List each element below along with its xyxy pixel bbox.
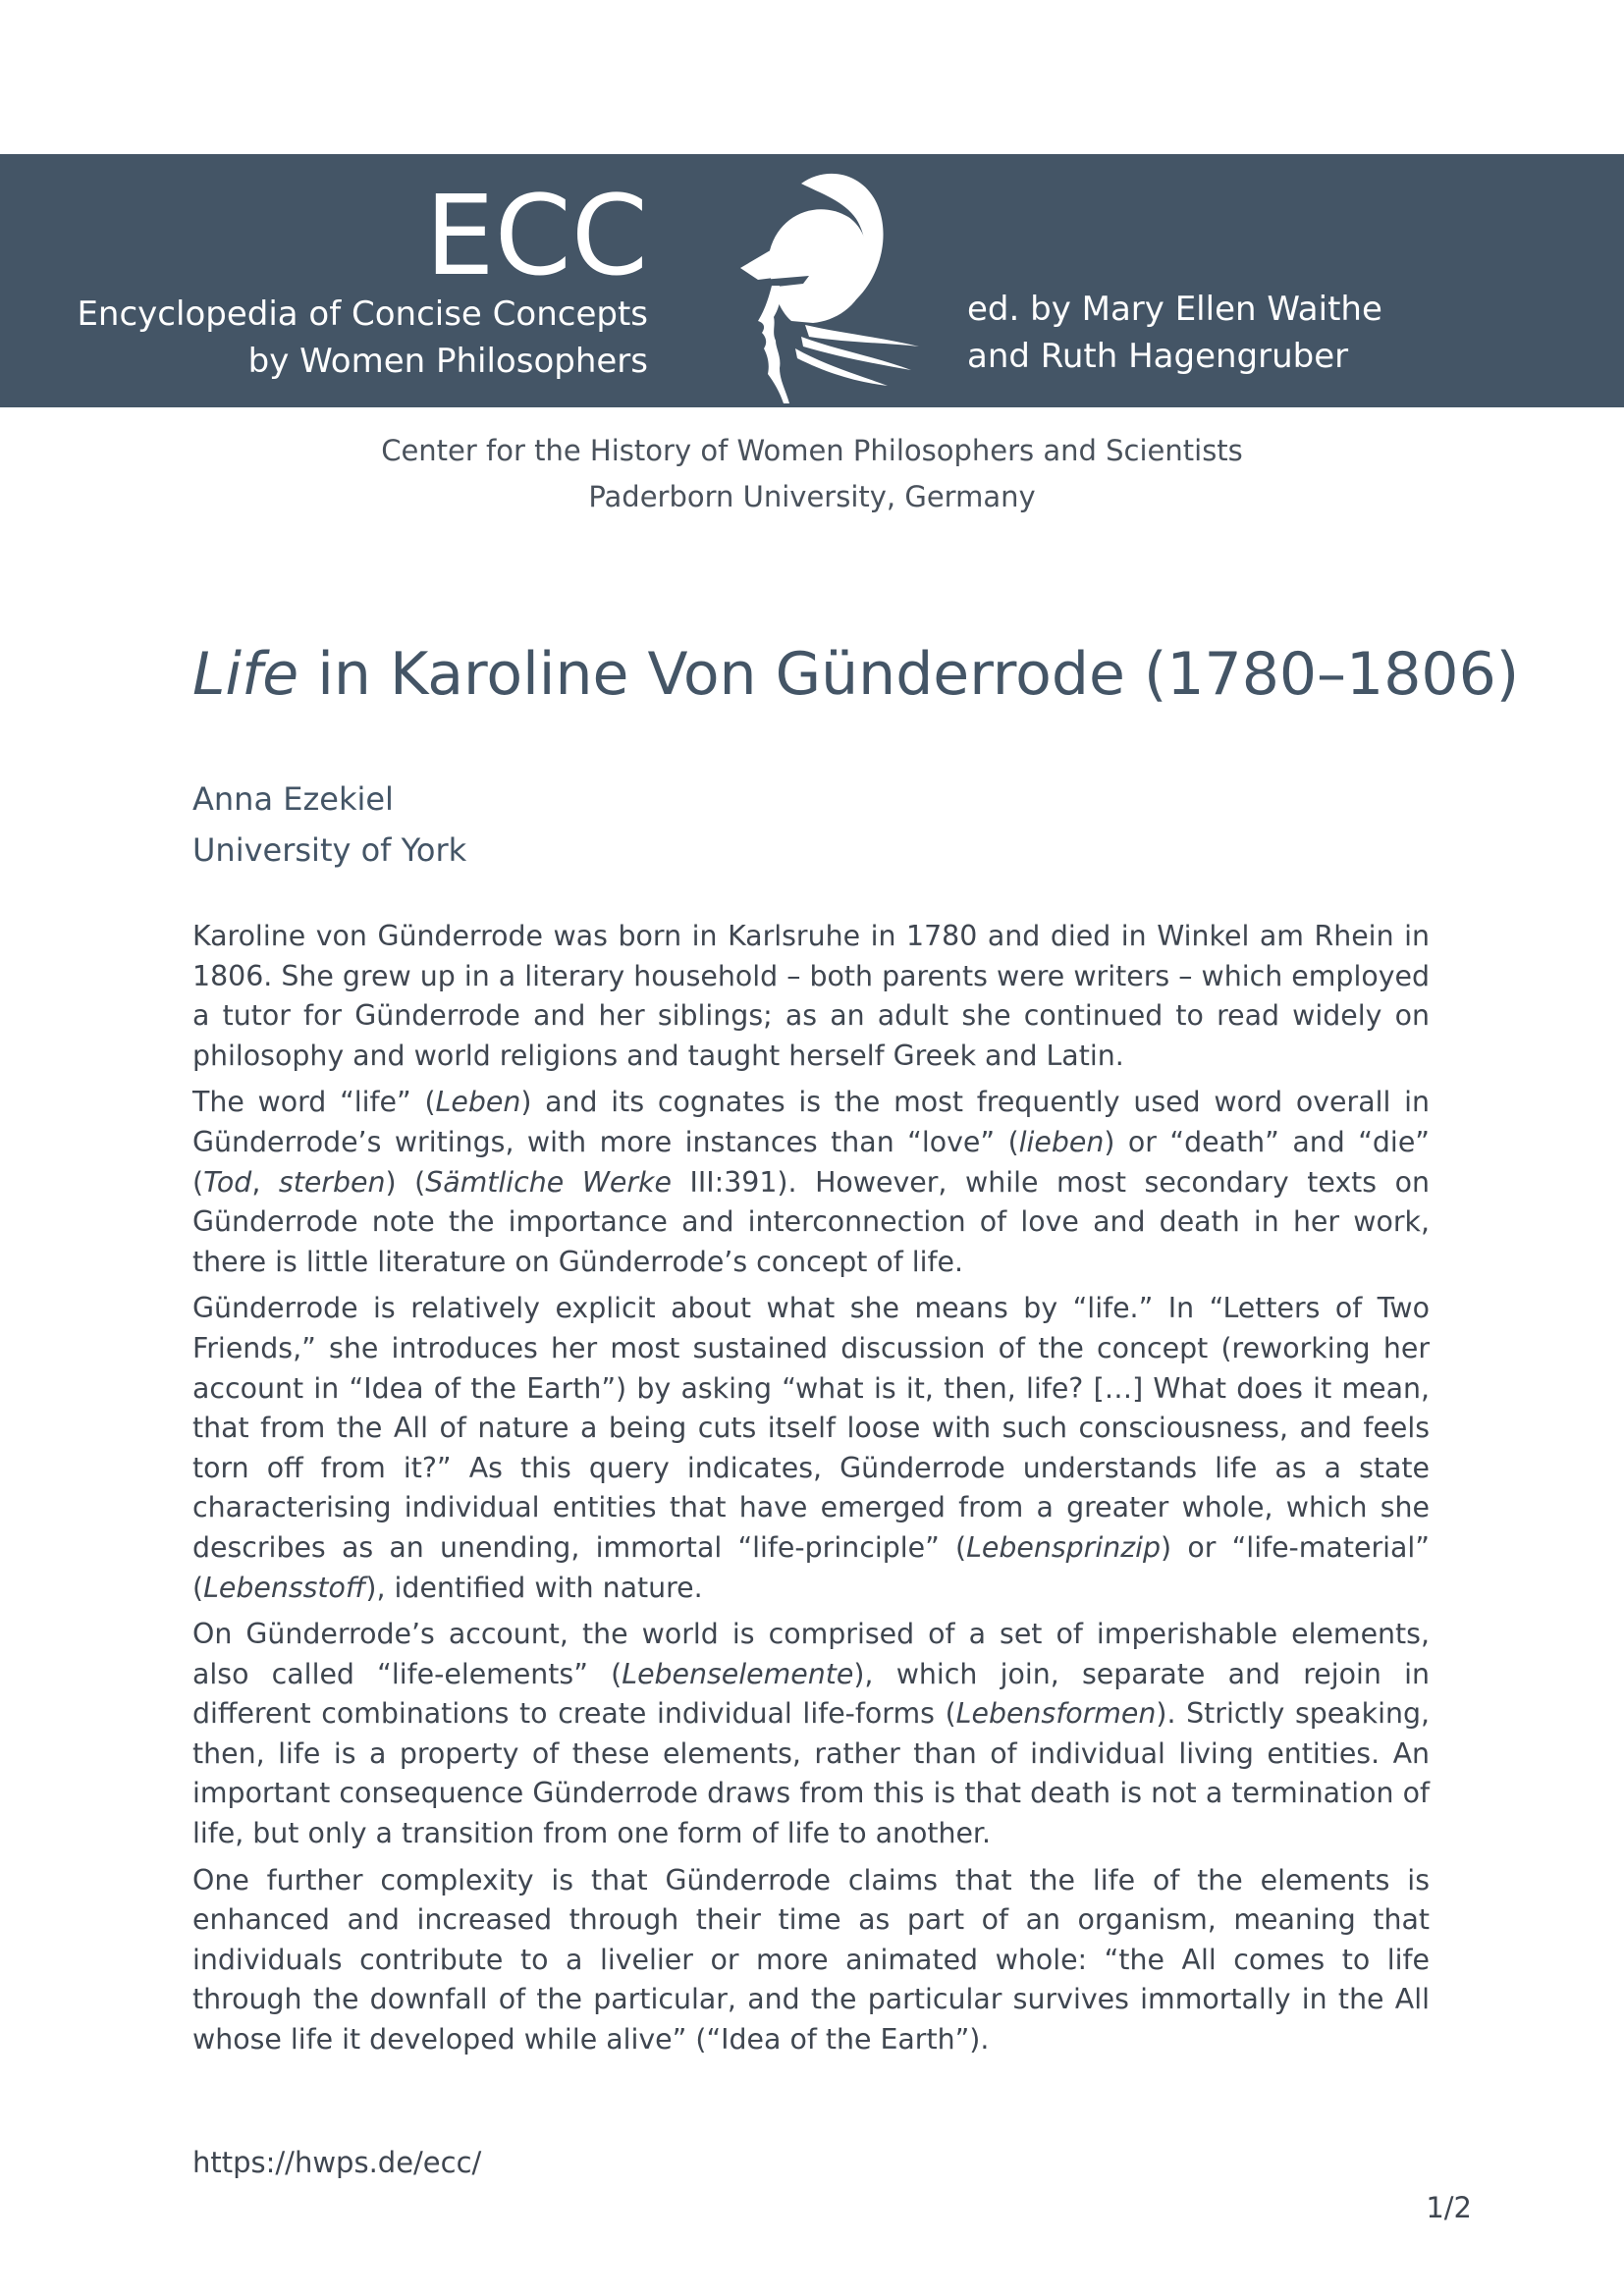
encyclopedia-name-line1: Encyclopedia of Concise Concepts (77, 294, 648, 334)
text-run: One further complexity is that Günderrode claims that the life of the elements is enhanced and increased through their time as part of an organism, meaning that individuals contribute to a livelier or more animated whole: “the All comes to life through the downfall of the particular, and the particular survives immortally in the All whose life it developed while alive” (“Idea of the Earth”). (192, 1863, 1430, 2056)
institution-line2: Paderborn University, Germany (588, 480, 1036, 513)
text-run: , (251, 1165, 279, 1199)
title-rest: in Karoline Von Günderrode (1780–1806) (298, 640, 1520, 709)
author-affiliation: University of York (192, 831, 467, 869)
page-number: 1/2 (1426, 2191, 1472, 2224)
italic-term: Tod (203, 1165, 252, 1199)
institution (0, 428, 1624, 520)
text-run: ), identified with nature. (365, 1571, 703, 1604)
encyclopedia-name (0, 154, 648, 407)
italic-term: Lebensprinzip (966, 1530, 1162, 1564)
italic-term: lieben (1018, 1125, 1105, 1158)
text-run: On Günderrode’s account, the world is comprised of a set of imperishable elements, also called “life-elements” ( (192, 1618, 1430, 1690)
institution-line1: Center for the History of Women Philosophers and Scientists (381, 434, 1243, 467)
text-run: ) ( (385, 1165, 426, 1199)
article-body (192, 917, 1430, 2067)
body-paragraph (192, 1289, 1430, 1608)
text-run: ). Strictly speaking, then, life is a property of these elements, rather than of individual living entities. An important consequence Günderrode draws from this is that death is not a termination of life, but only a transition from one form of life to another. (192, 1697, 1431, 1850)
ecc-acronym: ECC (424, 173, 648, 300)
body-paragraph (192, 917, 1430, 1076)
text-run: The word “life” ( (192, 1086, 436, 1119)
body-paragraph (192, 1861, 1430, 2060)
text-run: ) or “death” and “die” ( (192, 1125, 1430, 1199)
text-run: ) or “life-material” ( (192, 1530, 1430, 1604)
helmet-profile-icon (711, 164, 927, 404)
text-run: III:391). However, while most secondary texts on Günderrode note the importance and interconnection of love and death in her work, there is little literature on Günderrode’s concept of life. (192, 1165, 1431, 1278)
title-italic: Life (192, 640, 299, 709)
italic-term: Leben (435, 1086, 521, 1119)
italic-term: sterben (278, 1165, 386, 1199)
header-banner (0, 154, 1624, 407)
article-title (192, 640, 1520, 709)
text-run: Günderrode is relatively explicit about what she means by “life.” In “Letters of Two Friends,” she introduces her most sustained discussion of the concept (reworking her account in “Idea of the Earth”) by asking “what is it, then, life? […] What does it mean, that from the All of nature a being cuts itself loose with such consciousness, and feels torn off from it?” As this query indicates, Günderrode understands life as a state characterising individual entities that have emerged from a greater whole, which she describes as an unending, immortal “life-principle” ( (192, 1292, 1430, 1564)
editors-line2: and Ruth Hagengruber (967, 337, 1349, 376)
italic-term: Lebenselemente (622, 1657, 854, 1690)
editors-line1: ed. by Mary Ellen Waithe (967, 290, 1382, 329)
body-paragraph (192, 1083, 1430, 1282)
body-paragraph (192, 1615, 1430, 1854)
text-run: Karoline von Günderrode was born in Karlsruhe in 1780 and died in Winkel am Rhein in 1806. She grew up in a literary household – both parents were writers – which employed a tutor for Günderrode and her siblings; as an adult she continued to read widely on philosophy and world religions and taught herself Greek and Latin. (192, 920, 1430, 1072)
text-run: ) and its cognates is the most frequently used word overall in Günderrode’s writings, with more instances than “love” ( (192, 1086, 1430, 1158)
encyclopedia-name-line2: by Women Philosophers (247, 342, 648, 381)
italic-term: Lebensstoff (203, 1571, 366, 1604)
italic-term: Sämtliche Werke (425, 1165, 672, 1199)
text-run: ), which join, separate and rejoin in different combinations to create individual life-forms ( (192, 1657, 1430, 1731)
footer-url-link[interactable]: https://hwps.de/ecc/ (192, 2146, 482, 2179)
author-name: Anna Ezekiel (192, 780, 394, 818)
italic-term: Lebensformen (955, 1697, 1157, 1731)
